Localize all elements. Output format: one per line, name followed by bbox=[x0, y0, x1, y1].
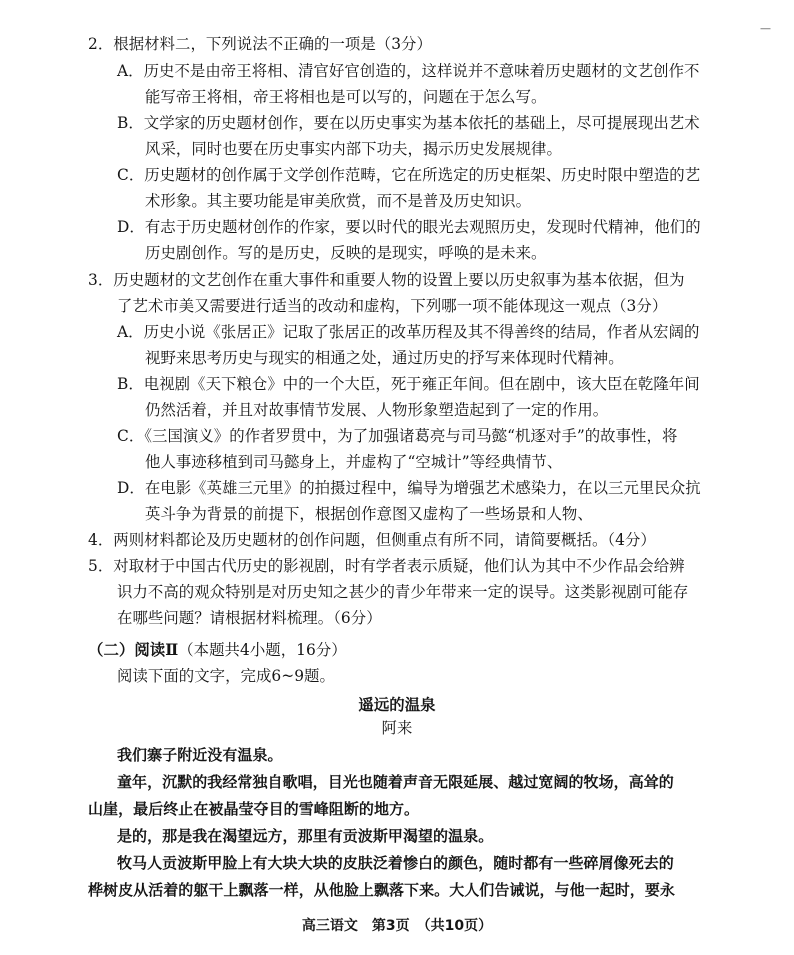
story-paragraph-2-line1: 童年，沉默的我经常独自歌唱，目光也随着声音无限延展、越过宽阔的牧场，高耸的 bbox=[117, 773, 674, 791]
story-paragraph-4-line2: 桦树皮从活着的躯干上飘落一样，从他脸上飘落下来。大人们告诫说，与他一起时，要永 bbox=[88, 881, 675, 899]
q2-option-a-line2: 能写帝王将相，帝王将相也是可以写的，问题在于怎么写。 bbox=[145, 88, 547, 106]
q2-option-b-line2: 风采，同时也要在历史事实内部下功夫，揭示历史发展规律。 bbox=[145, 140, 562, 158]
q3-option-b-line2: 仍然活着，并且对故事情节发展、人物形象塑造起到了一定的作用。 bbox=[145, 401, 609, 419]
q2-option-d-line2: 历史剧创作。写的是历史，反映的是现实，呼唤的是未来。 bbox=[145, 244, 547, 262]
section-2-heading bbox=[88, 640, 347, 660]
corner-mark: — bbox=[760, 22, 771, 35]
question-3-stem-line2: 了艺术市美又需要进行适当的改动和虚构，下列哪一项不能体现这一观点（3分） bbox=[117, 297, 668, 315]
q3-option-d-line1: D．在电影《英雄三元里》的拍摄过程中，编导为增强艺术感染力，在以三元里民众抗 bbox=[117, 479, 701, 497]
q2-option-a-line1: A．历史不是由帝王将相、清官好官创造的，这样说并不意味着历史题材的文艺创作不 bbox=[117, 62, 700, 80]
q3-option-b-line1: B．电视剧《天下粮仓》中的一个大臣，死于雍正年间。但在剧中，该大臣在乾隆年间 bbox=[117, 375, 700, 393]
page-footer: 高三语文 第3页 （共10页） bbox=[301, 918, 493, 934]
story-paragraph-1: 我们寨子附近没有温泉。 bbox=[117, 746, 283, 764]
question-2-stem: 2．根据材料二，下列说法不正确的一项是（3分） bbox=[88, 35, 432, 53]
q2-option-c-line1: C．历史题材的创作属于文学创作范畴，它在所选定的历史框架、历史时限中塑造的艺 bbox=[117, 166, 701, 184]
question-5-line2: 识力不高的观众特别是对历史知之甚少的青少年带来一定的误导。这类影视剧可能存 bbox=[117, 583, 689, 601]
q3-option-c-line2: 他人事迹移植到司马懿身上，并虚构了“空城计”等经典情节、 bbox=[145, 453, 563, 471]
story-paragraph-2-line2: 山崖，最后终止在被晶莹夺目的雪峰阻断的地方。 bbox=[88, 800, 420, 818]
q3-option-d-line2: 英斗争为背景的前提下，根据创作意图又虚构了一些场景和人物、 bbox=[145, 505, 593, 523]
story-title: 遥远的温泉 bbox=[358, 696, 436, 714]
q3-option-c-line1: C．《三国演义》的作者罗贯中，为了加强诸葛亮与司马懿“机逐对手”的故事性，将 bbox=[117, 427, 678, 445]
q2-option-b-line1: B．文学家的历史题材创作，要在以历史事实为基本依托的基础上，尽可提展现出艺术 bbox=[117, 114, 700, 132]
question-5-line1: 5．对取材于中国古代历史的影视剧，时有学者表示质疑，他们认为其中不少作品会给辨 bbox=[88, 557, 685, 575]
section-2-instruction: 阅读下面的文字，完成6~9题。 bbox=[117, 667, 335, 685]
question-4: 4．两则材料都论及历史题材的创作问题，但侧重点有所不同，请简要概括。（4分） bbox=[88, 531, 656, 549]
q3-option-a-line2: 视野来思考历史与现实的相通之处，通过历史的抒写来体现时代精神。 bbox=[145, 349, 624, 367]
q3-option-a-line1: A．历史小说《张居正》记取了张居正的改革历程及其不得善终的结局，作者从宏阔的 bbox=[117, 323, 700, 341]
q2-option-d-line1: D．有志于历史题材创作的作家，要以时代的眼光去观照历史，发现时代精神，他们的 bbox=[117, 218, 701, 236]
question-5-line3: 在哪些问题？请根据材料梳理。（6分） bbox=[117, 609, 382, 627]
story-paragraph-4-line1: 牧马人贡波斯甲脸上有大块大块的皮肤泛着惨白的颜色，随时都有一些碎屑像死去的 bbox=[117, 854, 674, 872]
story-paragraph-3: 是的，那是我在渴望远方，那里有贡波斯甲渴望的温泉。 bbox=[117, 827, 494, 845]
q2-option-c-line2: 术形象。其主要功能是审美欣赏，而不是普及历史知识。 bbox=[145, 192, 532, 210]
story-author: 阿来 bbox=[381, 719, 413, 737]
section-2-score-note: （本题共4小题，16分） bbox=[178, 641, 347, 659]
section-2-title: （二）阅读Ⅱ bbox=[88, 641, 179, 659]
question-3-stem-line1: 3．历史题材的文艺创作在重大事件和重要人物的设置上要以历史叙事为基本依据，但为 bbox=[88, 271, 685, 289]
